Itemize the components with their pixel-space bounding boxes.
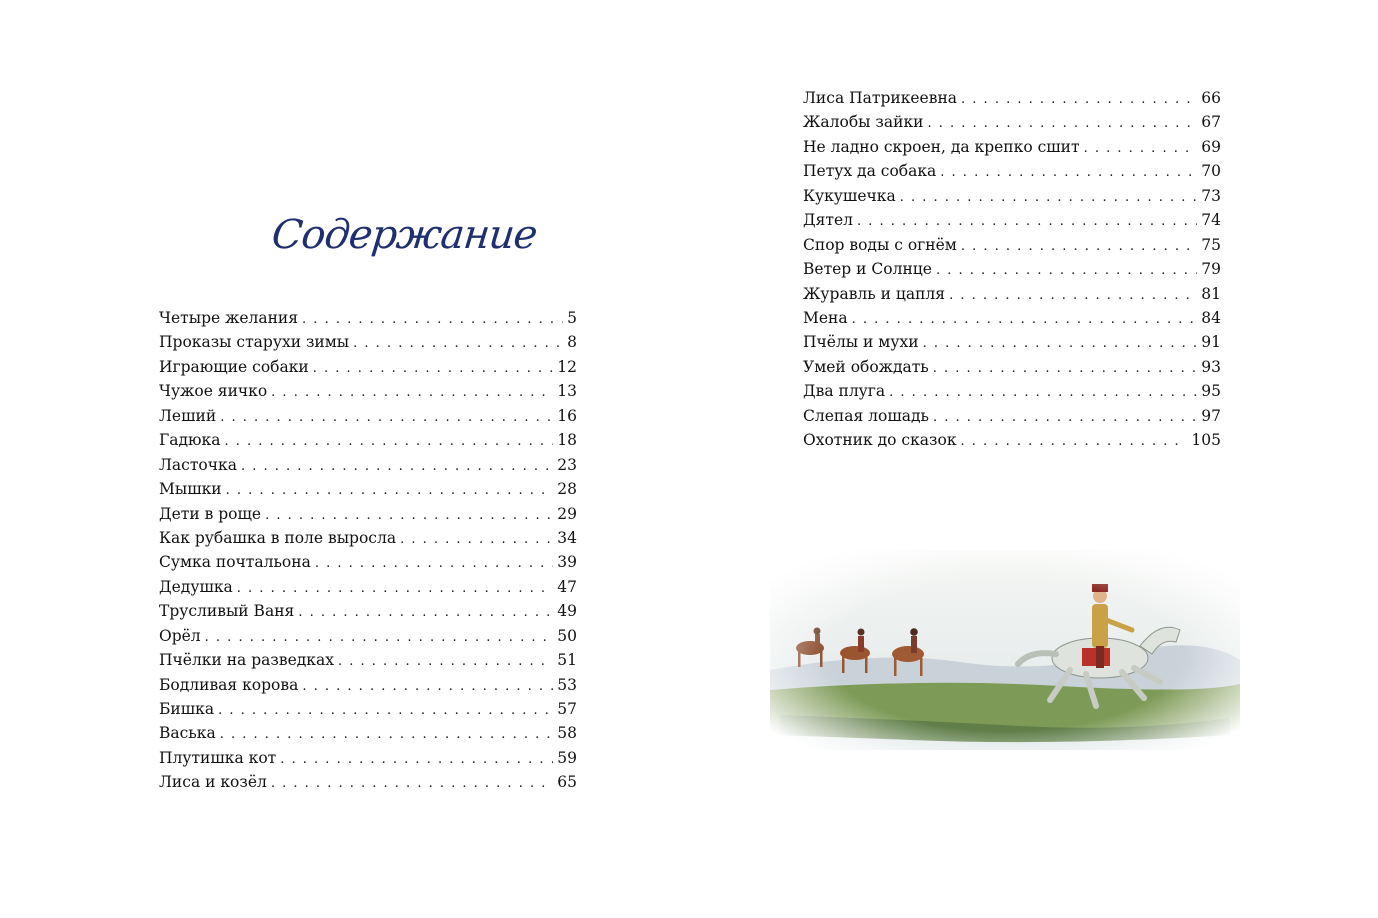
toc-entry	[159, 526, 577, 550]
toc-entry-title: Дятел	[803, 211, 853, 230]
toc-entry	[803, 306, 1221, 330]
toc-dot-leader	[237, 577, 553, 599]
toc-right-column	[803, 86, 1221, 453]
toc-dot-leader	[961, 235, 1197, 257]
toc-entry	[159, 697, 577, 721]
toc-entry-title: Умей обождать	[803, 357, 929, 376]
toc-entry	[159, 502, 577, 526]
toc-dot-leader	[271, 772, 553, 794]
toc-entry-page: 59	[557, 748, 577, 767]
toc-dot-leader	[940, 161, 1197, 183]
toc-entry-title: Дети в роще	[159, 504, 262, 523]
toc-entry-title: Мена	[803, 308, 848, 327]
toc-entry-title: Бодливая корова	[159, 675, 299, 694]
toc-entry	[159, 721, 577, 745]
toc-entry	[159, 648, 577, 672]
toc-dot-leader	[400, 528, 553, 550]
toc-entry	[803, 404, 1221, 428]
toc-dot-leader	[961, 88, 1197, 110]
toc-dot-leader	[857, 210, 1197, 232]
toc-entry-page: 51	[557, 651, 577, 670]
toc-entry	[159, 404, 577, 428]
toc-entry-page: 16	[557, 406, 577, 425]
toc-entry-title: Орёл	[159, 626, 201, 645]
toc-entry	[803, 233, 1221, 257]
toc-dot-leader	[241, 455, 553, 477]
toc-dot-leader	[265, 504, 553, 526]
toc-dot-leader	[961, 430, 1188, 452]
toc-entry-title: Проказы старухи зимы	[159, 333, 350, 352]
toc-entry-title: Бишка	[159, 700, 215, 718]
toc-entry-title: Трусливый Ваня	[159, 602, 295, 621]
toc-entry	[159, 575, 577, 599]
toc-entry-title: Четыре желания	[159, 309, 299, 327]
toc-entry-page: 5	[567, 309, 577, 327]
horse-riders-illustration	[760, 550, 1250, 760]
toc-dot-leader	[338, 650, 553, 672]
toc-entry-title: Гадюка	[159, 431, 221, 450]
toc-entry-page: 18	[557, 431, 577, 450]
toc-entry-page: 39	[557, 553, 577, 572]
toc-dot-leader	[302, 308, 563, 330]
toc-dot-leader	[852, 308, 1198, 330]
toc-dot-leader	[226, 479, 554, 501]
toc-entry-page: 84	[1201, 308, 1221, 327]
toc-entry	[159, 379, 577, 403]
toc-dot-leader	[218, 699, 553, 721]
toc-dot-leader	[302, 675, 553, 697]
toc-entry-page: 58	[557, 724, 577, 743]
toc-entry-page: 29	[557, 504, 577, 523]
toc-entry-title: Петух да собака	[803, 162, 937, 181]
toc-entry-page: 75	[1201, 235, 1221, 254]
toc-entry-title: Жалобы зайки	[803, 113, 924, 132]
toc-entry-page: 53	[557, 675, 577, 694]
toc-entry-page: 12	[557, 357, 577, 376]
toc-dot-leader	[224, 430, 553, 452]
toc-entry-title: Спор воды с огнём	[803, 235, 957, 254]
toc-entry-title: Два плуга	[803, 382, 886, 401]
toc-dot-leader	[936, 259, 1197, 281]
toc-entry-page: 93	[1201, 357, 1221, 376]
toc-entry-title: Лиса Патрикеевна	[803, 89, 958, 107]
toc-dot-leader	[933, 406, 1197, 428]
toc-dot-leader	[933, 357, 1198, 379]
toc-entry	[803, 159, 1221, 183]
toc-dot-leader	[313, 357, 554, 379]
toc-entry-title: Не ладно скроен, да крепко сшит	[803, 137, 1080, 156]
toc-entry-page: 73	[1201, 186, 1221, 205]
toc-entry-page: 47	[557, 577, 577, 596]
page-title: Содержание	[269, 212, 539, 258]
toc-entry-page: 91	[1201, 333, 1221, 352]
toc-entry-page: 79	[1201, 260, 1221, 279]
toc-dot-leader	[315, 552, 553, 574]
toc-entry	[803, 110, 1221, 134]
toc-entry-page: 95	[1201, 382, 1221, 401]
toc-dot-leader	[923, 332, 1198, 354]
toc-entry-title: Чужое яичко	[159, 382, 268, 401]
toc-entry	[159, 330, 577, 354]
toc-entry-title: Васька	[159, 724, 216, 743]
toc-entry-page: 74	[1201, 211, 1221, 230]
toc-entry-title: Лиса и козёл	[159, 773, 267, 792]
toc-entry-title: Кукушечка	[803, 186, 896, 205]
toc-entry-page: 57	[557, 700, 577, 718]
toc-entry-title: Слепая лошадь	[803, 406, 929, 425]
toc-entry	[159, 477, 577, 501]
toc-entry	[159, 550, 577, 574]
toc-entry-title: Ласточка	[159, 455, 237, 474]
toc-dot-leader	[949, 284, 1197, 306]
toc-entry	[159, 746, 577, 770]
toc-entry-page: 67	[1201, 113, 1221, 132]
toc-entry-page: 13	[557, 382, 577, 401]
toc-entry-page: 23	[557, 455, 577, 474]
toc-entry	[159, 673, 577, 697]
toc-entry	[803, 86, 1221, 110]
toc-entry	[159, 453, 577, 477]
toc-dot-leader	[1084, 137, 1198, 159]
toc-entry	[803, 330, 1221, 354]
toc-dot-leader	[271, 381, 553, 403]
toc-entry-title: Как рубашка в поле выросла	[159, 528, 397, 547]
toc-entry-title: Пчёлки на разведках	[159, 651, 334, 670]
toc-entry	[159, 599, 577, 623]
toc-entry-page: 65	[557, 773, 577, 792]
toc-entry-title: Журавль и цапля	[803, 284, 946, 303]
toc-entry-page: 28	[557, 480, 577, 499]
toc-entry-title: Пчёлы и мухи	[803, 333, 919, 352]
toc-dot-leader	[298, 601, 553, 623]
toc-entry-page: 81	[1201, 284, 1221, 303]
toc-dot-leader	[927, 112, 1197, 134]
toc-entry	[803, 135, 1221, 159]
toc-dot-leader	[280, 748, 553, 770]
toc-entry-page: 97	[1201, 406, 1221, 425]
toc-entry-title: Дедушка	[159, 577, 233, 596]
toc-entry-page: 105	[1191, 431, 1221, 450]
toc-entry	[803, 355, 1221, 379]
toc-entry-page: 8	[567, 333, 577, 352]
toc-entry-title: Сумка почтальона	[159, 553, 311, 572]
toc-left-column	[159, 306, 577, 795]
toc-entry	[803, 282, 1221, 306]
toc-entry-page: 49	[557, 602, 577, 621]
toc-entry-title: Ветер и Солнце	[803, 260, 932, 279]
toc-dot-leader	[353, 332, 563, 354]
toc-entry-title: Мышки	[159, 480, 222, 499]
toc-dot-leader	[889, 381, 1197, 403]
toc-entry	[159, 428, 577, 452]
toc-entry	[803, 257, 1221, 281]
toc-entry	[159, 770, 577, 794]
toc-entry-title: Леший	[159, 406, 217, 425]
toc-entry-title: Охотник до сказок	[803, 431, 957, 450]
toc-entry	[803, 184, 1221, 208]
toc-entry	[159, 355, 577, 379]
toc-dot-leader	[205, 626, 554, 648]
vignette	[760, 550, 1250, 760]
toc-entry	[803, 208, 1221, 232]
toc-entry-title: Плутишка кот	[159, 748, 277, 767]
toc-entry-page: 50	[557, 626, 577, 645]
toc-entry	[803, 428, 1221, 452]
toc-entry	[803, 379, 1221, 403]
toc-entry-page: 69	[1201, 137, 1221, 156]
toc-entry-title: Играющие собаки	[159, 357, 309, 376]
toc-entry	[159, 306, 577, 330]
toc-dot-leader	[220, 723, 554, 745]
toc-dot-leader	[900, 186, 1198, 208]
toc-dot-leader	[220, 406, 553, 428]
toc-entry-page: 34	[557, 528, 577, 547]
toc-entry	[159, 624, 577, 648]
toc-entry-page: 66	[1201, 89, 1221, 107]
toc-entry-page: 70	[1201, 162, 1221, 181]
